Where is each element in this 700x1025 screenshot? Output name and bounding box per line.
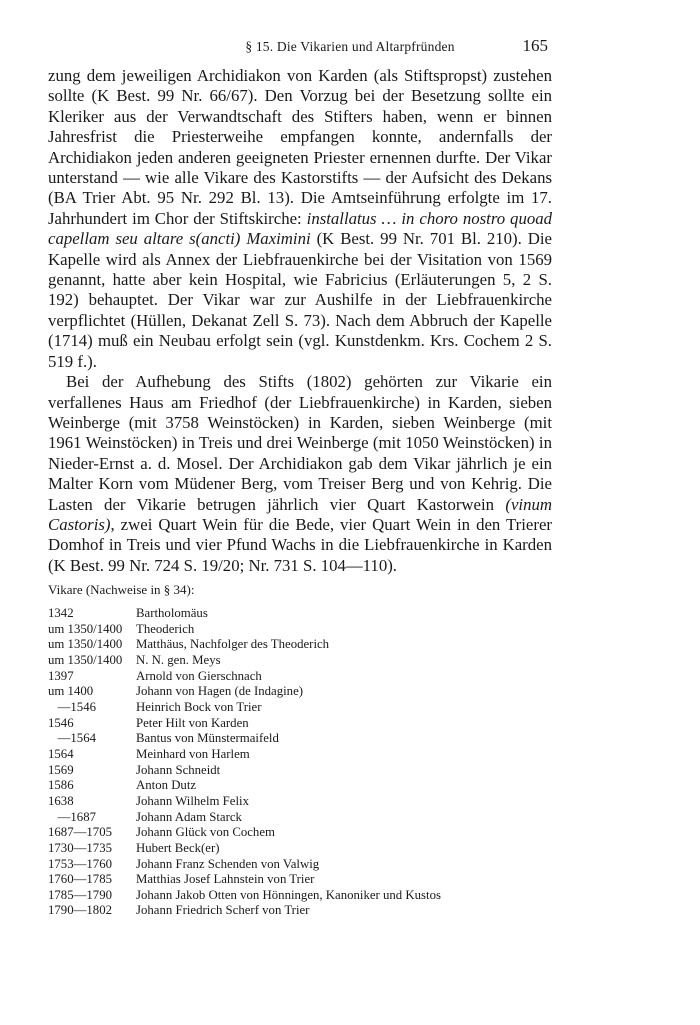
list-item — [48, 778, 568, 794]
list-item — [48, 606, 568, 622]
vicar-date: 1785—1790 — [48, 887, 112, 902]
vicar-date: 1790—1802 — [48, 903, 112, 918]
vicar-name: Bartholomäus — [136, 606, 208, 620]
list-item — [48, 747, 568, 763]
list-item — [48, 841, 568, 857]
vicar-name: Johann Jakob Otten von Hönningen, Kanoniker und Kustos — [136, 887, 441, 902]
vicar-name: Johann Adam Starck — [136, 809, 242, 824]
vicar-name: Anton Dutz — [136, 778, 197, 793]
paragraph-text: , zwei Quart Wein für die Bede, vier Quart Wein in den Trierer Domhof in Treis und vier Pfund Wachs in die Liebfrauenkirche in Karden (K Best. 99 Nr. 724 S. 19/20; Nr. 731 S. 104—110). — [48, 514, 552, 575]
vicar-date: —1687 — [48, 809, 96, 824]
vicar-date: 1397 — [48, 668, 74, 683]
list-item — [48, 716, 568, 732]
vicar-date: 1760—1785 — [48, 872, 112, 887]
vicar-name: Johann Franz Schenden von Valwig — [136, 856, 320, 871]
vicar-name: Johann von Hagen (de Indagine) — [136, 684, 304, 699]
list-item — [48, 903, 568, 919]
latin-quote: (vinum Castoris) — [48, 494, 552, 534]
vicar-name: Johann Schneidt — [136, 762, 221, 777]
page-number: 165 — [522, 36, 548, 55]
vicar-name: Johann Wilhelm Felix — [136, 793, 249, 808]
latin-quote: installatus … in choro nostro quoad capellam seu altare s(ancti) Maximini — [48, 208, 553, 249]
vicar-date: um 1400 — [48, 684, 94, 699]
vicar-date: —1564 — [48, 731, 96, 746]
list-item — [48, 888, 568, 904]
vicar-date: 1687—1705 — [48, 825, 112, 840]
paragraph — [48, 372, 552, 576]
vicar-name: Arnold von Gierschnach — [136, 668, 262, 683]
vicar-date: 1586 — [48, 778, 74, 793]
vicar-name: Matthias Josef Lahnstein von Trier — [136, 872, 315, 887]
vicar-name: Hubert Beck(er) — [136, 840, 220, 855]
body-text — [48, 66, 552, 576]
paragraph-text: zung dem jeweiligen Archidiakon von Karden (als Stiftspropst) zustehen sollte (K Best. 99 Nr. 66/67). Den Vorzug bei der Besetzung sollte ein Kleriker aus der Verwandtschaft des Stifters haben, wenn er binnen Jahresfrist die Priesterweihe empfangen konnte, andernfalls der Archidiakon jeden anderen geeigneten Priester ernennen durfte. Der Vikar unterstand — wie alle Vikare des Kastorstifts — der Aufsicht des Dekans (BA Trier Abt. 95 Nr. 292 Bl. 13). Die Amtseinführung erfolgte im 17. Jahrhundert im Chor der Stiftskirche: — [48, 66, 552, 228]
vicar-date: um 1350/1400 — [48, 652, 123, 667]
vicar-date: um 1350/1400 — [48, 637, 123, 652]
list-item — [48, 825, 568, 841]
list-item — [48, 857, 568, 873]
list-item — [48, 731, 568, 747]
list-item — [48, 653, 568, 669]
vicar-date: 1753—1760 — [48, 856, 112, 871]
list-item — [48, 622, 568, 638]
vicar-name: Johann Friedrich Scherf von Trier — [136, 903, 310, 918]
list-item — [48, 700, 568, 716]
running-header: § 15. Die Vikarien und Altarpfründen — [245, 39, 455, 54]
vicar-list-heading: Vikare (Nachweise in § 34): — [48, 582, 195, 597]
vicar-date: 1638 — [48, 793, 74, 808]
vicar-date: 1546 — [48, 715, 74, 730]
paragraph — [48, 66, 552, 372]
vicar-date: 1730—1735 — [48, 840, 112, 855]
vicar-date: —1546 — [48, 699, 96, 714]
vicar-name: Meinhard von Harlem — [136, 746, 250, 761]
vicar-list — [48, 606, 568, 919]
list-item — [48, 763, 568, 779]
list-item — [48, 684, 568, 700]
list-item — [48, 810, 568, 826]
vicar-name: Johann Glück von Cochem — [136, 825, 275, 840]
vicar-name: Bantus von Münstermaifeld — [136, 731, 279, 746]
list-item — [48, 669, 568, 685]
vicar-name: Peter Hilt von Karden — [136, 715, 249, 730]
paragraph-text: (K Best. 99 Nr. 701 Bl. 210). Die Kapelle wird als Annex der Liebfrauenkirche bei der Visitation von 1569 genannt, hatte aber kein Hospital, wie Fabricius (Erläuterungen 5, 2 S. 192) behauptet. Der Vikar war zur Aushilfe in der Liebfrauenkirche verpflichtet (Hüllen, Dekanat Zell S. 73). Nach dem Abbruch der Kapelle (1714) muß ein Neubau erfolgt sein (vgl. Kunstdenkm. Krs. Cochem 2 S. 519 f.). — [48, 229, 553, 371]
vicar-date: 1569 — [48, 762, 74, 777]
vicar-name: N. N. gen. Meys — [136, 652, 221, 667]
paragraph-text: Bei der Aufhebung des Stifts (1802) gehörten zur Vikarie ein verfallenes Haus am Friedhof (der Liebfrauenkirche) in Karden, sieben Weinberge (mit 3758 Weinstöcken) in Karden, sieben Weinberge (mit 1961 Weinstöcken) in Treis und drei Weinberge (mit 1050 Weinstöcken) in Nieder-Ernst a. d. Mosel. Der Archidiakon gab dem Vikar jährlich je ein Malter Korn vom Müdener Berg, vom Treiser Berg und von Kehrig. Die Lasten der Vikarie betrugen jährlich vier Quart Kastorwein — [48, 372, 552, 514]
vicar-date: 1342 — [48, 606, 74, 620]
vicar-date: um 1350/1400 — [48, 621, 123, 636]
vicar-name: Matthäus, Nachfolger des Theoderich — [136, 637, 330, 652]
vicar-name: Heinrich Bock von Trier — [136, 699, 262, 714]
list-item — [48, 794, 568, 810]
vicar-date: 1564 — [48, 746, 74, 761]
list-item — [48, 872, 568, 888]
vicar-name: Theoderich — [136, 621, 195, 636]
list-item — [48, 637, 568, 653]
